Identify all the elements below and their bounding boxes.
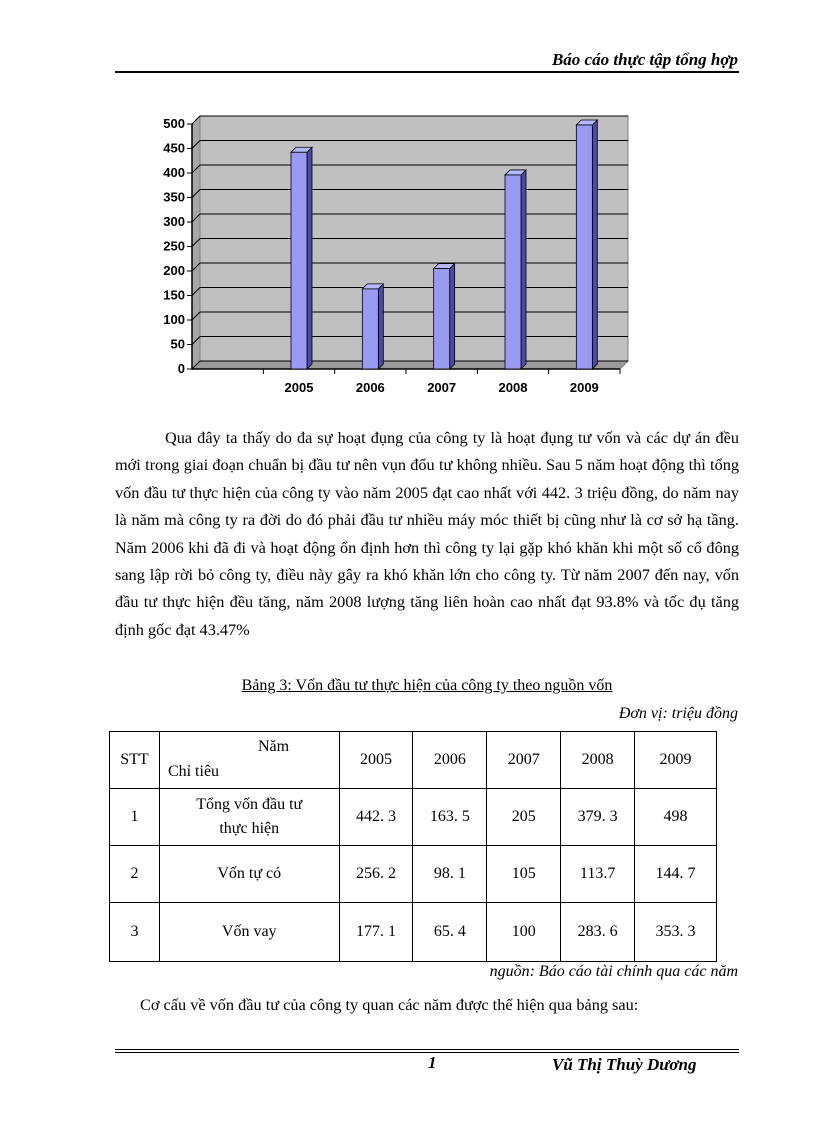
header-indicator-label: Chỉ tiêu: [167, 763, 220, 780]
header-year: 2005: [339, 732, 413, 789]
cell-value: 498: [635, 789, 717, 846]
table-unit: Đơn vị: triệu đồng: [618, 705, 738, 722]
x-tick-label: 2006: [355, 380, 385, 395]
row-label: [159, 789, 339, 846]
header-stt: STT: [110, 732, 160, 789]
y-tick-label: 300: [163, 214, 185, 229]
bar: [576, 125, 592, 369]
page-number: 1: [428, 1053, 437, 1072]
body-paragraph: [115, 424, 739, 643]
table-caption: Bảng 3: Vốn đầu tư thực hiện của công ty theo nguồn vốn: [241, 677, 613, 694]
bar-side: [307, 147, 312, 369]
cell-value: 100: [487, 903, 561, 962]
y-tick-label: 500: [163, 116, 185, 131]
table-header-row: [110, 732, 717, 789]
bar: [505, 175, 521, 369]
cell-value: 353. 3: [635, 903, 717, 962]
y-tick-label: 200: [163, 263, 185, 278]
bar-side: [378, 284, 383, 369]
cell-value: 105: [487, 846, 561, 903]
header-title: Báo cáo thực tập tổng hợp: [551, 50, 738, 69]
header-diagonal-cell: [159, 732, 339, 789]
header-year-label: Năm: [257, 738, 290, 755]
row-label-line: thực hiện: [219, 820, 280, 837]
paragraph-text: Qua đây ta thấy do đa sự hoạt đụng của công ty là hoạt đụng tư vốn và các dự án đều mới trong giai đoạn chuẩn bị đầu tư nên vụn đổu tư không nhiều. Sau 5 năm hoạt động thì tổng vốn đầu tư thực hiện của công ty vào năm 2005 đạt cao nhất với 442. 3 triệu đồng, do năm nay là năm mà công ty ra đời do đó phải đầu tư nhiều máy móc thiết bị cũng như là cơ sở hạ tầng. Năm 2006 khi đã đi và hoạt động ổn định hơn thì công ty lại gặp khó khăn khi một số cổ đông sang lập rời bỏ công ty, điều này gây ra khó khăn lớn cho công ty. Từ năm 2007 đến nay, vốn đầu tư thực hiện đều tăng, năm 2008 lượng tăng liên hoàn cao nhất đạt 93.8% và tốc đụ tăng định gốc đạt 43.47%: [115, 428, 739, 639]
y-tick-label: 400: [163, 165, 185, 180]
cell-value: 379. 3: [561, 789, 635, 846]
investment-bar-chart: [150, 112, 640, 402]
cell-value: 65. 4: [413, 903, 487, 962]
footer-rule: [115, 1049, 739, 1050]
row-label: Vốn tự có: [159, 846, 339, 903]
cell-value: 442. 3: [339, 789, 413, 846]
x-tick-label: 2007: [427, 380, 457, 395]
row-stt: 2: [110, 846, 160, 903]
bar: [434, 269, 450, 369]
header-year: 2009: [635, 732, 717, 789]
x-tick-label: 2005: [284, 380, 314, 395]
x-tick-label: 2009: [569, 380, 599, 395]
table-row: [110, 903, 717, 962]
bar: [362, 289, 378, 369]
row-stt: 1: [110, 789, 160, 846]
cell-value: 283. 6: [561, 903, 635, 962]
cell-value: 144. 7: [635, 846, 717, 903]
y-tick-label: 50: [170, 336, 185, 352]
cell-value: 163. 5: [413, 789, 487, 846]
cell-value: 113.7: [561, 846, 635, 903]
closing-sentence: Cơ cấu về vốn đầu tư của công ty quan các năm được thể hiện qua bảng sau:: [140, 995, 639, 1014]
bar: [291, 152, 307, 369]
y-tick-label: 250: [163, 238, 185, 254]
footer-rule: [115, 1052, 739, 1053]
chart-floor: [192, 361, 628, 369]
bar-side: [592, 120, 597, 369]
row-stt: 3: [110, 903, 160, 962]
bar-side: [521, 170, 526, 369]
bar-side: [450, 264, 455, 369]
x-tick-label: 2008: [498, 380, 528, 395]
header-year: 2008: [561, 732, 635, 789]
header-rule: [115, 71, 739, 73]
cell-value: 98. 1: [413, 846, 487, 903]
row-label-line: Tổng vốn đầu tư: [196, 796, 303, 813]
y-tick-label: 150: [163, 287, 185, 303]
table-source: nguồn: Báo cáo tài chính qua các năm: [489, 963, 738, 980]
y-tick-label: 100: [163, 312, 185, 327]
cell-value: 177. 1: [339, 903, 413, 962]
table-row: [110, 846, 717, 903]
header-year: 2007: [487, 732, 561, 789]
cell-value: 205: [487, 789, 561, 846]
y-tick-label: 450: [163, 140, 185, 156]
cell-value: 256. 2: [339, 846, 413, 903]
author-name: Vũ Thị Thuỳ Dương: [552, 1055, 697, 1074]
investment-table: [109, 731, 717, 962]
y-tick-label: 0: [177, 361, 185, 376]
y-tick-label: 350: [163, 189, 185, 205]
row-label: Vốn vay: [159, 903, 339, 962]
header-year: 2006: [413, 732, 487, 789]
table-row: [110, 789, 717, 846]
